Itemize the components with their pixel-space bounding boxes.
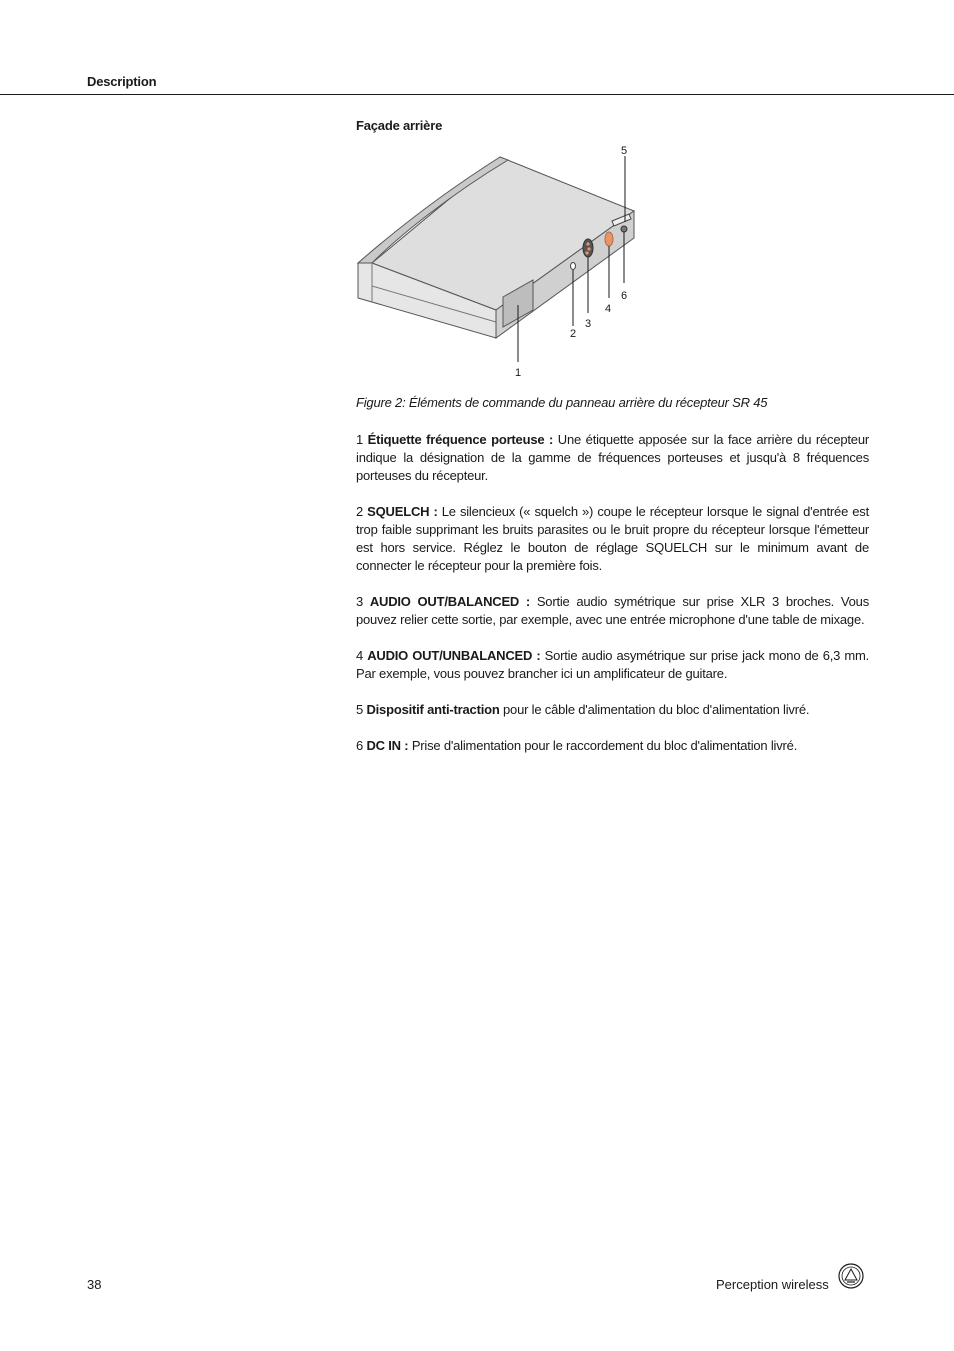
item-text: Une étiquette apposée sur la face arrière du récepteur indique la désignation de la gamme de fréquences porteuses et jusqu'à 8 fréquences porteuses du récepteur. — [356, 432, 869, 483]
item-number: 5 — [356, 702, 364, 717]
item-number: 2 — [356, 504, 364, 519]
list-item — [356, 647, 869, 683]
callout-3: 3 — [585, 318, 592, 330]
rear-panel-item-list — [356, 431, 869, 773]
callout-5: 5 — [621, 145, 628, 157]
item-number: 4 — [356, 648, 364, 663]
item-number: 6 — [356, 738, 364, 753]
item-text: Sortie audio symétrique sur prise XLR 3 broches. Vous pouvez relier cette sortie, par exemple, avec une entrée microphone d'une table de mixage. — [356, 594, 869, 627]
receiver-rear-panel-figure — [350, 140, 650, 385]
item-term: AUDIO OUT/UNBALANCED : — [367, 648, 541, 663]
item-text: Prise d'alimentation pour le raccordement du bloc d'alimentation livré. — [411, 738, 798, 753]
akg-logo-icon — [838, 1263, 864, 1289]
page-number: 38 — [87, 1277, 102, 1292]
xlr-pin-icon — [585, 251, 588, 254]
item-term: Dispositif anti-traction — [366, 702, 500, 717]
list-item — [356, 503, 869, 575]
header-section-label: Description — [87, 74, 157, 89]
header-divider — [0, 94, 954, 95]
list-item — [356, 701, 869, 719]
section-title: Façade arrière — [356, 118, 443, 133]
item-text: Sortie audio asymétrique sur prise jack mono de 6,3 mm. Par exemple, vous pouvez brancher ici un amplificateur de guitare. — [356, 648, 869, 681]
callout-6: 6 — [621, 290, 628, 302]
list-item — [356, 593, 869, 629]
xlr-pin-icon — [586, 242, 589, 245]
item-term: DC IN : — [366, 738, 409, 753]
figure-caption: Figure 2: Éléments de commande du panneau arrière du récepteur SR 45 — [356, 395, 768, 410]
receiver-illustration — [350, 140, 650, 385]
callout-4: 4 — [605, 303, 612, 315]
item-term: Étiquette fréquence porteuse : — [367, 432, 554, 447]
dc-in-socket-icon — [621, 226, 627, 232]
footer-product-name: Perception wireless — [716, 1277, 829, 1292]
squelch-knob-icon — [571, 263, 576, 270]
list-item — [356, 431, 869, 485]
item-term: AUDIO OUT/BALANCED : — [369, 594, 531, 609]
item-text: pour le câble d'alimentation du bloc d'alimentation livré. — [503, 702, 810, 717]
list-item — [356, 737, 869, 755]
jack-socket-icon — [605, 232, 613, 246]
item-number: 1 — [356, 432, 364, 447]
xlr-pin-icon — [587, 247, 590, 250]
item-term: SQUELCH : — [367, 504, 438, 519]
item-number: 3 — [356, 594, 364, 609]
callout-1: 1 — [515, 367, 522, 379]
callout-2: 2 — [570, 328, 577, 340]
item-text: Le silencieux (« squelch ») coupe le récepteur lorsque le signal d'entrée est trop faible supprimant les bruits parasites ou le bruit propre du récepteur lorsque l'émetteur est hors service. Réglez le bouton de réglage SQUELCH sur le minimum avant de connecter le récepteur pour la première fois. — [356, 504, 869, 573]
